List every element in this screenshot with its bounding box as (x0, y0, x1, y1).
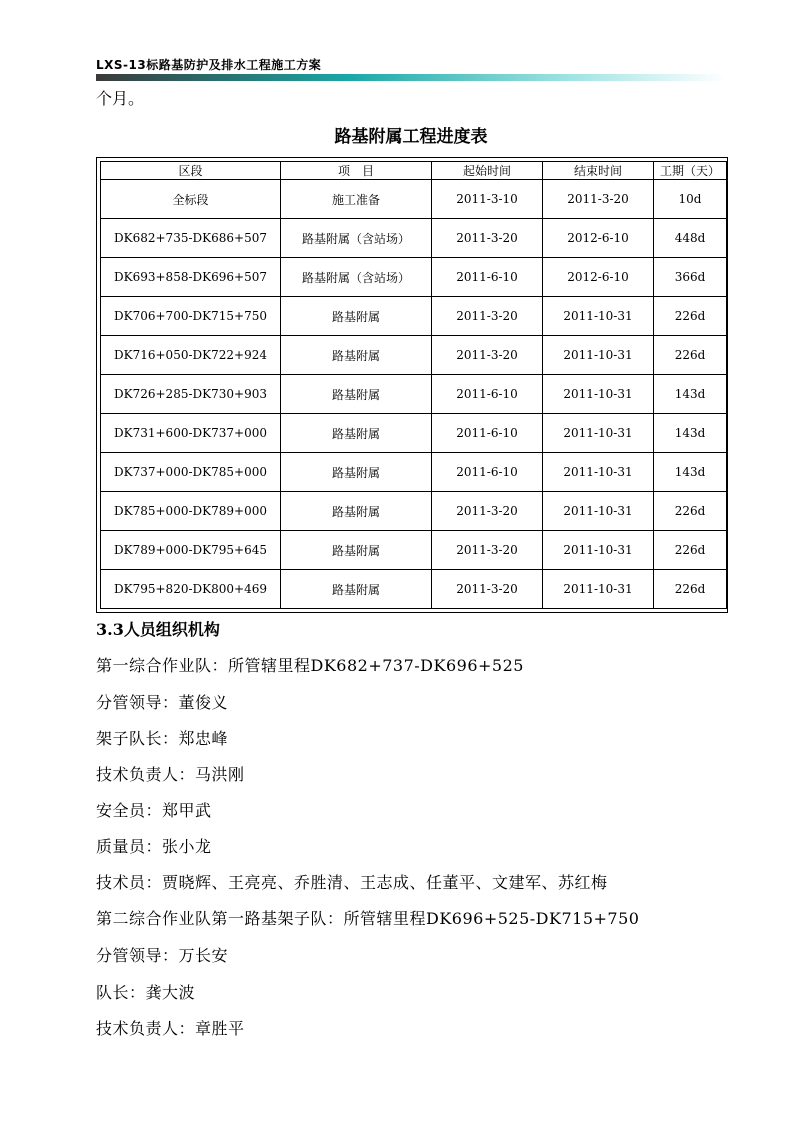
cell-section: DK737+000-DK785+000 (101, 453, 281, 492)
cell-item: 路基附属（含站场） (281, 258, 432, 297)
cell-end-date: 2012-6-10 (543, 258, 654, 297)
column-header-start-date: 起始时间 (432, 162, 543, 180)
cell-item: 路基附属 (281, 336, 432, 375)
cell-end-date: 2011-10-31 (543, 492, 654, 531)
cell-end-date: 2012-6-10 (543, 219, 654, 258)
cell-start-date: 2011-6-10 (432, 375, 543, 414)
cell-section: DK785+000-DK789+000 (101, 492, 281, 531)
cell-item: 路基附属 (281, 297, 432, 336)
paragraph-team1-safety: 安全员：郑甲武 (96, 801, 212, 820)
cell-start-date: 2011-3-20 (432, 336, 543, 375)
cell-end-date: 2011-10-31 (543, 531, 654, 570)
cell-start-date: 2011-3-20 (432, 297, 543, 336)
column-header-end-date: 结束时间 (543, 162, 654, 180)
paragraph-team1-range: 第一综合作业队：所管辖里程DK682+737-DK696+525 (96, 656, 524, 675)
paragraph-team1-captain: 架子队长：郑忠峰 (96, 729, 229, 748)
cell-section: 全标段 (101, 180, 281, 219)
table-row (101, 219, 727, 258)
cell-item: 路基附属 (281, 375, 432, 414)
table-row (101, 453, 727, 492)
paragraph-team1-quality: 质量员：张小龙 (96, 837, 212, 856)
cell-duration: 143d (654, 375, 727, 414)
cell-duration: 226d (654, 570, 727, 609)
cell-end-date: 2011-10-31 (543, 297, 654, 336)
schedule-table (100, 161, 727, 609)
table-title: 路基附属工程进度表 (334, 127, 488, 147)
section-heading: 3.3人员组织机构 (96, 620, 220, 639)
table-row (101, 492, 727, 531)
cell-item: 路基附属 (281, 492, 432, 531)
cell-duration: 143d (654, 453, 727, 492)
cell-end-date: 2011-10-31 (543, 570, 654, 609)
cell-section: DK682+735-DK686+507 (101, 219, 281, 258)
cell-section: DK726+285-DK730+903 (101, 375, 281, 414)
cell-section: DK706+700-DK715+750 (101, 297, 281, 336)
table-row (101, 375, 727, 414)
document-header-title: LXS-13标路基防护及排水工程施工方案 (96, 58, 322, 72)
cell-section: DK716+050-DK722+924 (101, 336, 281, 375)
paragraph-team2-leader: 分管领导：万长安 (96, 946, 229, 965)
table-row (101, 531, 727, 570)
cell-item: 施工准备 (281, 180, 432, 219)
column-header-section: 区段 (101, 162, 281, 180)
table-row (101, 180, 727, 219)
table-row (101, 414, 727, 453)
column-header-duration: 工期（天） (654, 162, 727, 180)
cell-end-date: 2011-10-31 (543, 375, 654, 414)
cell-item: 路基附属 (281, 453, 432, 492)
cell-item: 路基附属 (281, 570, 432, 609)
cell-end-date: 2011-10-31 (543, 453, 654, 492)
column-header-item: 项 目 (281, 162, 432, 180)
table-row (101, 258, 727, 297)
cell-end-date: 2011-10-31 (543, 414, 654, 453)
cell-duration: 366d (654, 258, 727, 297)
cell-section: DK731+600-DK737+000 (101, 414, 281, 453)
header-divider (96, 74, 726, 81)
cell-start-date: 2011-3-10 (432, 180, 543, 219)
cell-start-date: 2011-3-20 (432, 219, 543, 258)
cell-duration: 226d (654, 531, 727, 570)
paragraph-team1-tech-lead: 技术负责人：马洪刚 (96, 765, 245, 784)
cell-duration: 10d (654, 180, 727, 219)
paragraph-team1-leader: 分管领导：董俊义 (96, 693, 229, 712)
paragraph-team2-tech-lead: 技术负责人：章胜平 (96, 1019, 245, 1038)
table-row (101, 570, 727, 609)
cell-duration: 226d (654, 492, 727, 531)
cell-item: 路基附属 (281, 531, 432, 570)
cell-start-date: 2011-6-10 (432, 453, 543, 492)
cell-duration: 226d (654, 336, 727, 375)
cell-section: DK795+820-DK800+469 (101, 570, 281, 609)
table-row (101, 336, 727, 375)
cell-start-date: 2011-6-10 (432, 414, 543, 453)
cell-duration: 143d (654, 414, 727, 453)
cell-start-date: 2011-3-20 (432, 492, 543, 531)
cell-item: 路基附属 (281, 414, 432, 453)
cell-end-date: 2011-10-31 (543, 336, 654, 375)
cell-section: DK693+858-DK696+507 (101, 258, 281, 297)
cell-end-date: 2011-3-20 (543, 180, 654, 219)
cell-item: 路基附属（含站场） (281, 219, 432, 258)
cell-start-date: 2011-6-10 (432, 258, 543, 297)
paragraph-team2-captain: 队长：龚大波 (96, 983, 196, 1002)
continuation-text: 个月。 (96, 89, 145, 108)
paragraph-team1-technicians: 技术员：贾晓辉、王亮亮、乔胜清、王志成、任董平、文建军、苏红梅 (96, 873, 608, 892)
cell-section: DK789+000-DK795+645 (101, 531, 281, 570)
cell-start-date: 2011-3-20 (432, 531, 543, 570)
table-header-row (101, 162, 727, 180)
table-row (101, 297, 727, 336)
paragraph-team2-range: 第二综合作业队第一路基架子队：所管辖里程DK696+525-DK715+750 (96, 909, 640, 928)
cell-start-date: 2011-3-20 (432, 570, 543, 609)
cell-duration: 226d (654, 297, 727, 336)
schedule-table-frame (96, 157, 728, 613)
cell-duration: 448d (654, 219, 727, 258)
